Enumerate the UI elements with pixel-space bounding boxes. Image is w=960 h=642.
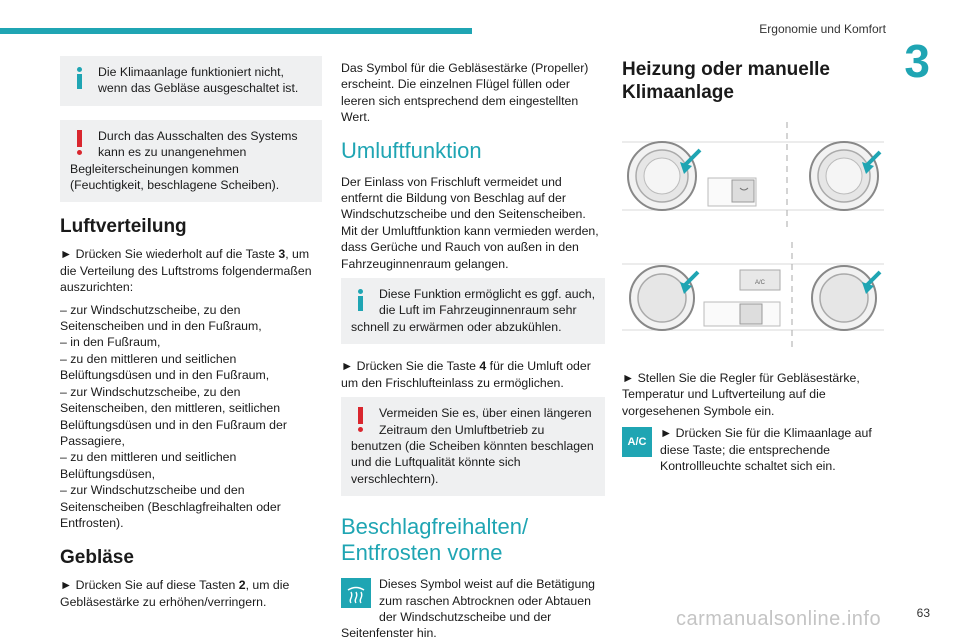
heading-heizung: Heizung oder manuelle Klimaanlage (622, 59, 830, 103)
column-middle (341, 50, 605, 642)
page-number: 63 (916, 606, 930, 620)
watermark: carmanualsonline.info (676, 608, 882, 630)
heading-umluftfunktion: Umluftfunktion (341, 137, 482, 163)
umluft-paragraph: Der Einlass von Frischluft vermeidet und entfernt die Bildung von Beschlag auf der Windschutzscheibe und den Seitenscheiben. Mit der Umluftfunktion kann vermieden werden, dass Gerüche und Rauch von außen in den Fahrzeuginnenraum gelangen. (341, 174, 599, 271)
info-note (60, 56, 322, 106)
ac-instruction: A/C ► Drücken Sie für die Klimaanlage auf diese Taste; die entsprechende Kontrollleuchte schaltet sich ein. (622, 425, 884, 474)
list-item: – zur Windschutzscheibe und den Seitenscheiben (Beschlagfreihalten oder Entfrosten). (60, 483, 281, 530)
chapter-title: Ergonomie und Komfort (759, 22, 886, 36)
column-right (622, 50, 884, 474)
warning-note (60, 120, 322, 203)
panel-ac-label: A/C (755, 280, 766, 286)
control-panel-figure-2 (622, 242, 884, 350)
umluft-instruction: ► Drücken Sie die Taste 4 für die Umluft oder um den Frischlufteinlass zu ermöglichen. (341, 359, 591, 390)
propeller-paragraph: Das Symbol für die Gebläsestärke (Propeller) erscheint. Die einzelnen Flügel füllen oder leeren sich entsprechend dem eingestellten Wert. (341, 61, 589, 125)
list-item: – in den Fußraum, (60, 335, 161, 350)
heading-beschlagfreihalten: Beschlagfreihalten/ Entfrosten vorne (341, 514, 529, 566)
info-icon (351, 286, 371, 314)
control-panel-illustration (622, 122, 884, 230)
warning-note-text: Vermeiden Sie es, über einen längeren Zeitraum den Umluftbetrieb zu benutzen (die Scheiben könnten beschlagen und die Luftqualität könnte sich verschlechtern). (351, 406, 594, 486)
warning-note-text: Durch das Ausschalten des Systems kann es zu unangenehmen Begleiterscheinungen kommen (Feuchtigkeit, beschlagene Scheiben). (70, 128, 298, 193)
geblaese-instruction: ► Drücken Sie auf diese Tasten 2, um die Gebläsestärke zu erhöhen/verringern. (60, 578, 290, 609)
info-note (341, 278, 605, 344)
info-note-text: Diese Funktion ermöglicht es ggf. auch, die Luft im Fahrzeuginnenraum sehr schnell zu erwärmen oder abzukühlen. (351, 287, 595, 334)
info-icon (70, 64, 90, 92)
control-panel-illustration (622, 242, 884, 350)
luftverteilung-list (60, 302, 322, 532)
beschlag-paragraph: Dieses Symbol weist auf die Betätigung zum raschen Abtrocknen oder Abtauen der Windschutzscheibe und der Seitenfenster hin. (341, 577, 595, 641)
list-item: – zu den mittleren und seitlichen Belüftungsdüsen und in den Fußraum, (60, 351, 270, 383)
list-item: – zu den mittleren und seitlichen Belüftungsdüsen, (60, 450, 237, 481)
control-panel-figure-1 (622, 122, 884, 230)
chapter-number: 3 (904, 35, 930, 87)
warning-icon (351, 405, 371, 433)
list-item: – zur Windschutzscheibe, zu den Seitenscheiben und in den Fußraum, (60, 302, 262, 334)
warning-icon (70, 128, 90, 156)
column-left (60, 50, 322, 616)
heading-geblaese: Gebläse (60, 547, 134, 569)
luftverteilung-instruction: ► Drücken Sie wiederholt auf die Taste 3, um die Verteilung des Luftstroms folgendermaßen auszurichten: (60, 247, 312, 295)
list-item: – zur Windschutzscheibe, zu den Seitenscheiben, den mittleren, seitlichen Belüftungsdüsen und in den Fußraum der Passagiere, (60, 384, 287, 448)
ac-button-icon: A/C (622, 427, 652, 457)
defrost-icon (341, 578, 371, 608)
warning-note (341, 397, 605, 496)
regler-instruction: ► Stellen Sie die Regler für Gebläsestärke, Temperatur und Luftverteilung auf die vorgesehenen Symbole ein. (622, 371, 860, 418)
info-note-text: Die Klimaanlage funktioniert nicht, wenn das Gebläse ausgeschaltet ist. (98, 65, 299, 96)
heading-luftverteilung: Luftverteilung (60, 216, 187, 238)
chapter-color-bar (0, 28, 472, 34)
